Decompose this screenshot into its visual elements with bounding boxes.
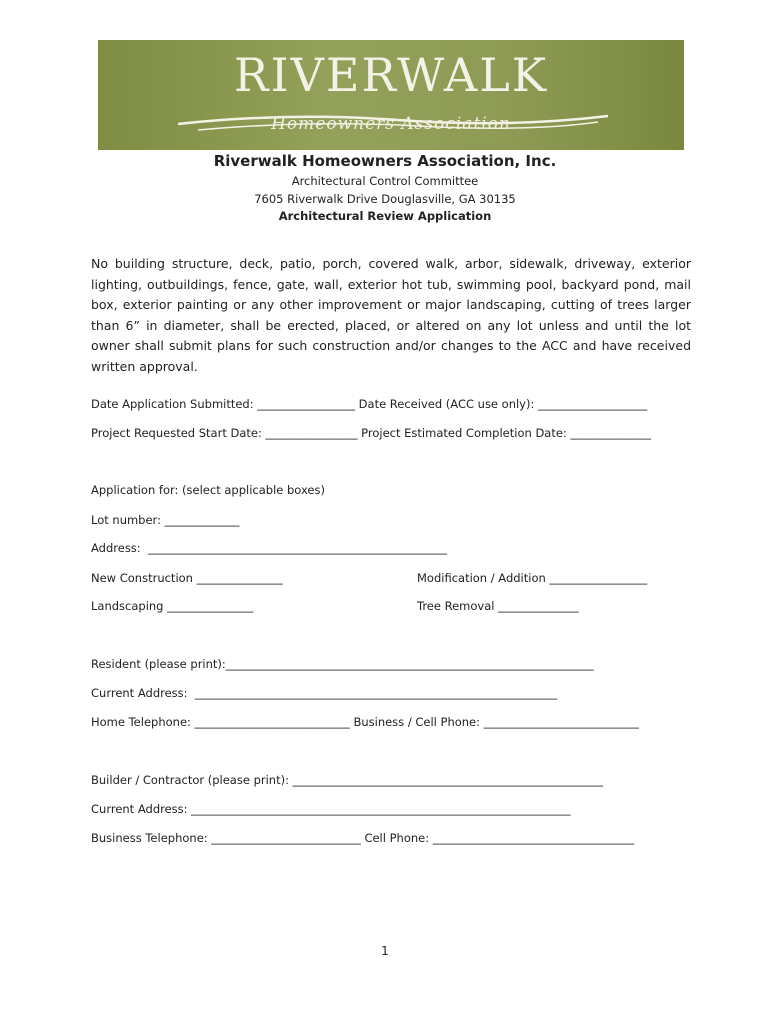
resident-address-field[interactable]: Current Address: _______________________________________________________________ bbox=[91, 686, 558, 700]
org-name: Riverwalk Homeowners Association, Inc. bbox=[213, 152, 557, 170]
application-for-label: Application for: (select applicable boxes) bbox=[91, 483, 325, 497]
riverwalk-logo bbox=[98, 40, 684, 150]
committee-name: Architectural Control Committee bbox=[291, 174, 479, 188]
dates-line[interactable]: Date Application Submitted: _________________ Date Received (ACC use only): ___________________ bbox=[91, 397, 648, 411]
org-address: 7605 Riverwalk Drive Douglasville, GA 30135 bbox=[254, 192, 516, 206]
new-construction-field[interactable]: New Construction _______________ bbox=[91, 571, 283, 585]
intro-paragraph: No building structure, deck, patio, porch, covered walk, arbor, sidewalk, driveway, exterior lighting, outbuildings, fence, gate, wall, exterior hot tub, swimming pool, backyard pond, mail box, exterior painting or any other improvement or major landscaping, cutting of trees larger than 6” in diameter, shall be erected, placed, or altered on any lot unless and until the lot owner shall submit plans for such construction and/or changes to the ACC and have received written approval. bbox=[91, 256, 691, 374]
tree-removal-field[interactable]: Tree Removal ______________ bbox=[417, 599, 579, 613]
modification-field[interactable]: Modification / Addition _________________ bbox=[417, 571, 648, 585]
builder-field[interactable]: Builder / Contractor (please print): ______________________________________________________ bbox=[91, 773, 604, 787]
page-number: 1 bbox=[381, 944, 389, 958]
landscaping-field[interactable]: Landscaping _______________ bbox=[91, 599, 254, 613]
logo-title: RIVERWALK bbox=[233, 48, 549, 102]
lot-number-field[interactable]: Lot number: _____________ bbox=[91, 513, 240, 527]
address-field[interactable]: Address: ____________________________________________________ bbox=[91, 541, 447, 555]
logo-subtitle: Homeowners Association bbox=[271, 114, 511, 134]
project-dates-line[interactable]: Project Requested Start Date: ________________ Project Estimated Completion Date: ______________ bbox=[91, 426, 651, 440]
business-phone-line[interactable]: Business Telephone: __________________________ Cell Phone: ___________________________________ bbox=[91, 831, 635, 845]
home-phone-line[interactable]: Home Telephone: ___________________________ Business / Cell Phone: ___________________________ bbox=[91, 715, 639, 729]
form-title: Architectural Review Application bbox=[278, 209, 492, 223]
resident-field[interactable]: Resident (please print):________________________________________________________________ bbox=[91, 657, 594, 671]
builder-address-field[interactable]: Current Address: __________________________________________________________________ bbox=[91, 802, 571, 816]
